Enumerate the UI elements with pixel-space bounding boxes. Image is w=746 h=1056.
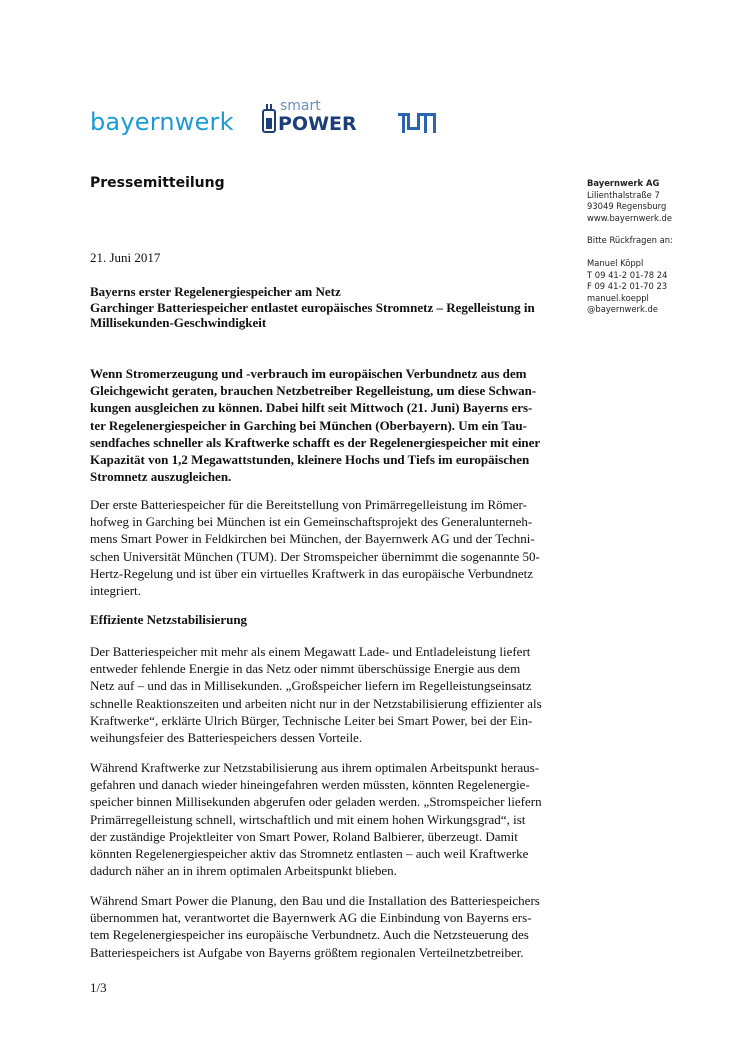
contact-name: Manuel Köppl <box>587 257 644 268</box>
tum-logo <box>398 113 436 133</box>
body-line: Kraftwerke“, erklärte Ulrich Bürger, Technische Leiter bei Smart Power, bei der Ein- <box>90 712 533 728</box>
body-paragraph-3 <box>90 759 590 879</box>
body-line: entweder fehlende Energie in das Netz oder nimmt überschüssige Energie aus dem <box>90 661 521 677</box>
lead-line: Gleichgewicht geraten, brauchen Netzbetreiber Regelleistung, um diese Schwan- <box>90 383 537 399</box>
headline-line: Millisekunden-Geschwindigkeit <box>90 315 267 331</box>
company-street: Lilienthalstraße 7 <box>587 189 660 200</box>
body-line: gefahren und danach wieder hineingefahren werden müssten, könnten Regelenergie- <box>90 777 530 793</box>
body-line: Der erste Batteriespeicher für die Bereitstellung von Primärregelleistung im Römer- <box>90 497 527 512</box>
company-name: Bayernwerk AG <box>587 178 660 188</box>
body-line: Während Kraftwerke zur Netzstabilisierung aus ihrem optimalen Arbeitspunkt heraus- <box>90 760 540 775</box>
document-type-heading: Pressemitteilung <box>90 175 225 191</box>
body-line: integriert. <box>90 583 141 599</box>
lead-line: Wenn Stromerzeugung und -verbrauch im europäischen Verbundnetz aus dem <box>90 366 527 381</box>
body-line: der zuständige Projektleiter von Smart Power, Roland Balbierer, überzeugt. Damit <box>90 828 518 844</box>
body-line: tem Regelenergiespeicher ins europäische Verbundnetz. Auch die Netzsteuerung des <box>90 927 529 943</box>
lead-line: sendfaches schneller als Kraftwerke schafft es der Regelenergiespeicher mit einer <box>90 434 541 450</box>
lead-line: Stromnetz auszugleichen. <box>90 469 232 485</box>
section-subheading: Effiziente Netzstabilisierung <box>90 612 248 627</box>
contact-sidebar <box>587 178 737 316</box>
contact-email-1: manuel.koeppl <box>587 292 649 303</box>
company-website: www.bayernwerk.de <box>587 212 673 223</box>
contact-phone: T 09 41-2 01-78 24 <box>587 269 668 280</box>
body-line: schnelle Reaktionszeiten und arbeiten nicht nur in der Netzstabilisierung effizienter als <box>90 695 542 711</box>
body-line: Der Batteriespeicher mit mehr als einem Megawatt Lade- und Entladeleistung liefert <box>90 644 531 659</box>
body-line: Netz auf – und das in Millisekunden. „Großspeicher liefern im Regelleistungseinsatz <box>90 678 532 694</box>
contact-email-2: @bayernwerk.de <box>587 304 658 315</box>
body-line: übernommen hat, verantwortet die Bayernwerk AG die Einbindung von Bayerns ers- <box>90 910 532 926</box>
body-paragraph-2 <box>90 643 590 746</box>
body-line: hofweg in Garching bei München ist ein Gemeinschaftsprojekt des Generalunterneh- <box>90 514 533 530</box>
body-line: mens Smart Power in Feldkirchen bei München, der Bayernwerk AG und der Techni- <box>90 531 535 547</box>
body-line: speicher binnen Millisekunden abgerufen oder geladen werden. „Stromspeicher liefern <box>90 794 542 810</box>
smartpower-logo-big: POWER <box>278 113 357 135</box>
body-line: dadurch näher an in ihrem optimalen Arbeitspunkt blieben. <box>90 863 397 879</box>
headline <box>90 284 590 331</box>
lead-paragraph <box>90 365 590 485</box>
battery-plug-icon <box>262 104 276 134</box>
company-city: 93049 Regensburg <box>587 201 667 212</box>
body-line: Batteriespeichers ist Aufgabe von Bayerns größtem regionalen Verteilnetzbetreiber. <box>90 944 524 960</box>
smartpower-logo <box>262 100 372 136</box>
smartpower-logo-small: smart <box>280 98 321 114</box>
headline-line: Bayerns erster Regelenergiespeicher am Netz <box>90 284 341 299</box>
body-paragraph-1 <box>90 496 590 599</box>
page-number: 1/3 <box>90 980 107 995</box>
inquiry-label: Bitte Rückfragen an: <box>587 235 673 246</box>
lead-line: Kapazität von 1,2 Megawattstunden, kleinere Hochs und Tiefs im europäischen <box>90 452 530 468</box>
body-line: Während Smart Power die Planung, den Bau und die Installation des Batteriespeichers <box>90 893 540 908</box>
release-date: 21. Juni 2017 <box>90 250 161 265</box>
body-line: Primärregelleistung schnell, wirtschaftlich und mit einem hohen Wirkungsgrad“, ist <box>90 811 526 827</box>
lead-line: ter Regelenergiespeicher in Garching bei München (Oberbayern). Um ein Tau- <box>90 417 527 433</box>
contact-fax: F 09 41-2 01-70 23 <box>587 281 668 292</box>
lead-line: kungen ausgleichen zu können. Dabei hilft seit Mittwoch (21. Juni) Bayerns ers- <box>90 400 533 416</box>
body-line: weihungsfeier des Batteriespeichers dessen Vorteile. <box>90 730 363 746</box>
body-paragraph-4 <box>90 892 590 961</box>
body-line: könnten Regelenergiespeicher aktiv das Stromnetz entlasten – auch weil Kraftwerke <box>90 846 529 862</box>
body-line: schen Universität München (TUM). Der Stromspeicher übernimmt die sogenannte 50- <box>90 548 540 564</box>
headline-line: Garchinger Batteriespeicher entlastet europäisches Stromnetz – Regelleistung in <box>90 299 535 315</box>
bayernwerk-logo: bayernwerk <box>90 108 234 136</box>
body-line: Hertz-Regelung und ist über ein virtuelles Kraftwerk in das europäische Verbundnetz <box>90 565 534 581</box>
